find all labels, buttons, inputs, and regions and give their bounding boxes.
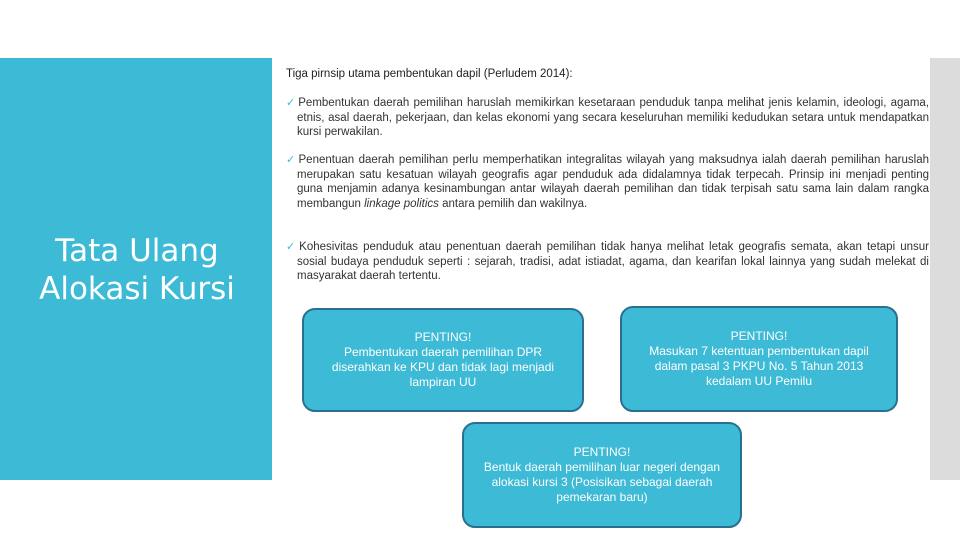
callout-box bbox=[620, 306, 898, 412]
section-title: Tata Ulang Alokasi Kursi bbox=[39, 233, 235, 307]
callout-box bbox=[462, 422, 742, 528]
bullet-icon: ✓︎ bbox=[286, 154, 297, 166]
callout-heading: PENTING! bbox=[414, 330, 472, 344]
callout-heading: PENTING! bbox=[730, 329, 788, 343]
bullet-item bbox=[286, 240, 929, 284]
callout-line: lampiran UU bbox=[409, 375, 477, 389]
callout-line: kedalam UU Pemilu bbox=[705, 374, 813, 388]
callout-line: Bentuk daerah pemilihan luar negeri dengan bbox=[483, 460, 721, 474]
bullet-text-end: antara pemilih dan wakilnya. bbox=[438, 197, 588, 210]
bullet-item bbox=[286, 96, 929, 140]
intro-text: Tiga pirnsip utama pembentukan dapil (Perludem 2014): bbox=[286, 68, 573, 80]
callout-heading: PENTING! bbox=[573, 445, 631, 459]
callout-line: pemekaran baru) bbox=[556, 490, 648, 504]
scrollbar[interactable] bbox=[930, 58, 960, 480]
callout-line: diserahkan ke KPU dan tidak lagi menjadi bbox=[331, 360, 555, 374]
bullet-icon: ✓︎ bbox=[286, 241, 298, 253]
callout-line: alokasi kursi 3 (Posisikan sebagai daerah bbox=[491, 475, 713, 489]
callout-line: dalam pasal 3 PKPU No. 5 Tahun 2013 bbox=[654, 359, 864, 373]
callout-line: Masukan 7 ketentuan pembentukan dapil bbox=[649, 344, 869, 358]
callout-line: Pembentukan daerah pemilihan DPR bbox=[343, 345, 543, 359]
bullet-icon: ✓︎ bbox=[286, 97, 297, 109]
bullet-item bbox=[286, 153, 929, 211]
bullet-text: Pembentukan daerah pemilihan haruslah memikirkan kesetaraan penduduk tanpa melihat jenis kelamin, ideologi, agama, etnis, asal daerah, pekerjaan, dan kelas ekonomi yang secara keseluruhan memiliki kedudukan setara untuk mendapatkan kursi perwakilan. bbox=[297, 97, 929, 138]
bullet-emphasis: linkage politics bbox=[364, 197, 439, 210]
bullet-text: Penentuan daerah pemilihan perlu memperhatikan integralitas wilayah yang maksudnya ialah daerah pemilihan haruslah merupakan satu kesatuan wilayah geografis agar penduduk ada didalamnya tidak terpecah. Prinsip ini menjadi penting guna menjamin adanya kesinambungan antar wilayah daerah pemilihan dan tidak terpisah satu sama lain dalam rangka membangun bbox=[297, 154, 929, 210]
bullet-text: Kohesivitas penduduk atau penentuan daerah pemilihan tidak hanya melihat letak geografis semata, akan tetapi unsur sosial budaya penduduk seperti : sejarah, tradisi, adat istiadat, agama, dan kearifan lokal lainnya yang sudah melekat di masyarakat daerah tertentu. bbox=[297, 241, 930, 282]
callout-box bbox=[302, 308, 584, 412]
